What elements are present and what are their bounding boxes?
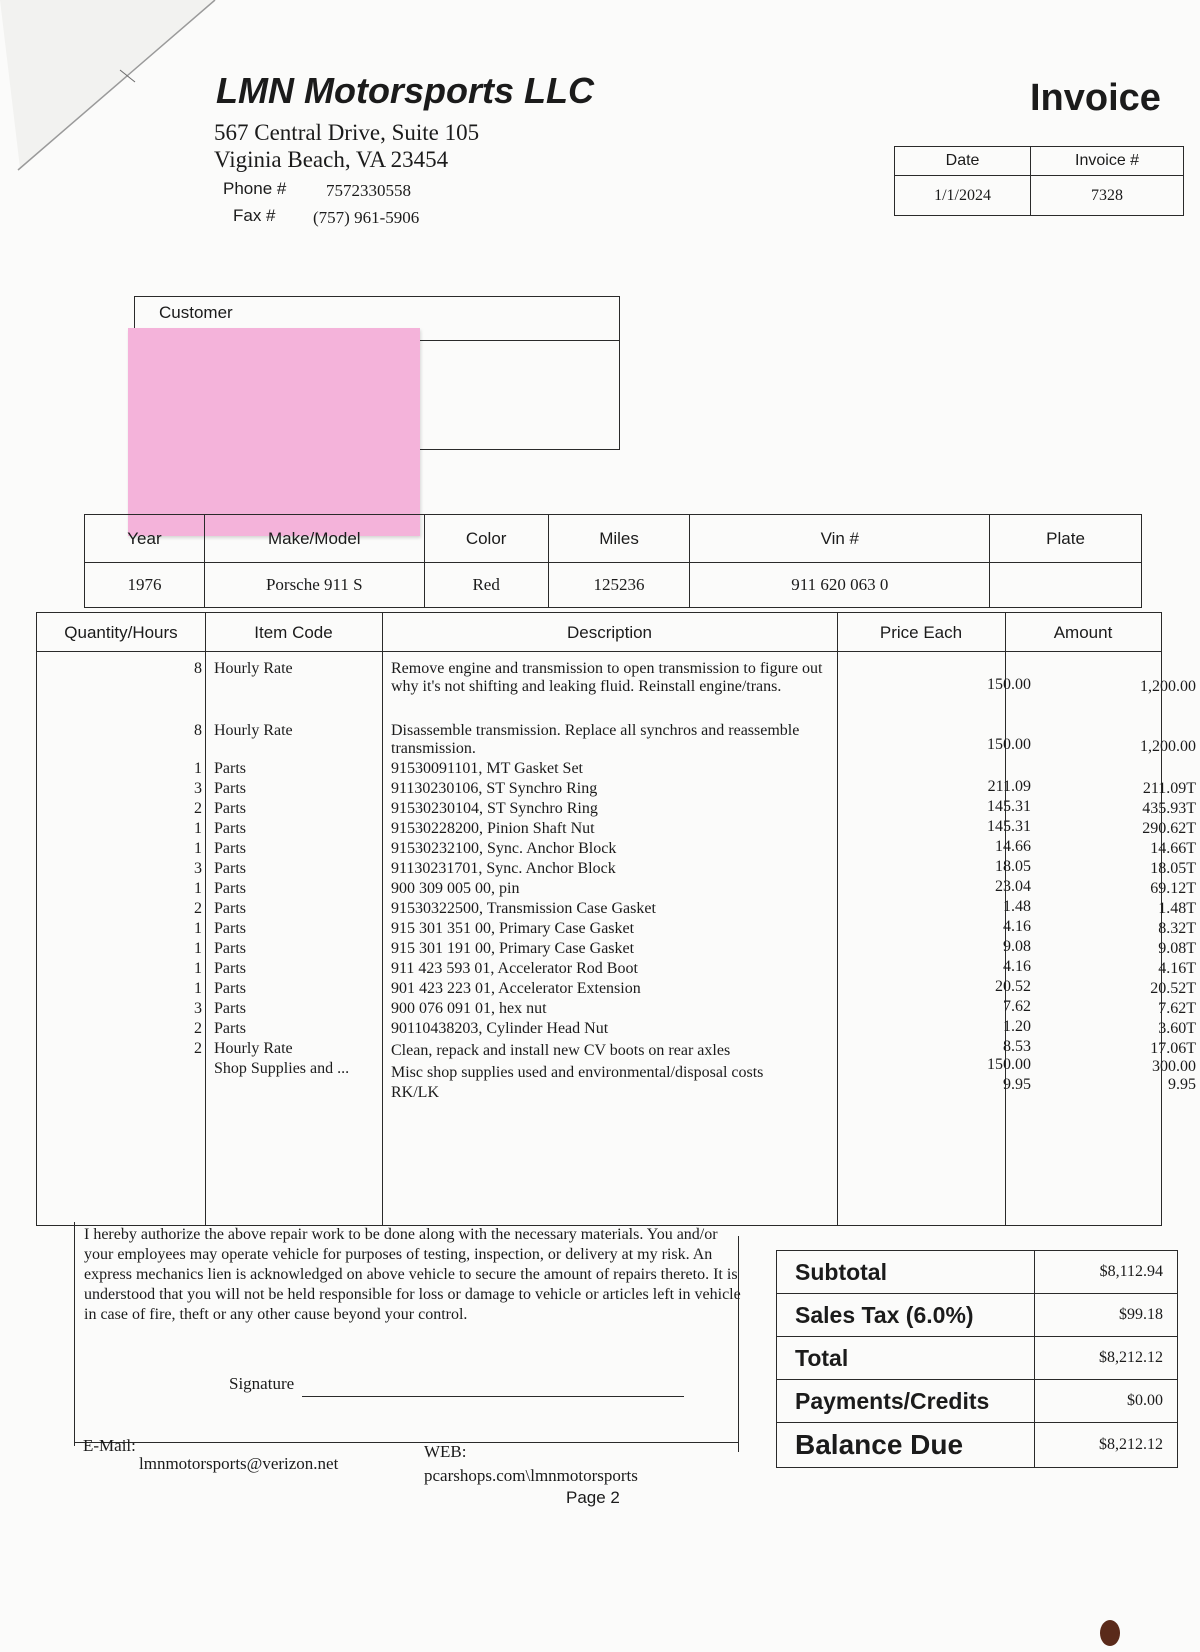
subtotal-label: Subtotal	[777, 1251, 1035, 1294]
sales-tax-value: $99.18	[1035, 1294, 1178, 1337]
row-qty: 3	[194, 860, 202, 877]
fax-label: Fax #	[233, 206, 276, 225]
row-price: 211.09	[987, 778, 1031, 795]
row-item-code: Hourly Rate	[214, 660, 293, 677]
balance-due-value: $8,212.12	[1035, 1423, 1178, 1468]
row-description: 91530232100, Sync. Anchor Block	[391, 840, 617, 857]
row-qty: 8	[194, 722, 202, 739]
vehicle-year: 1976	[85, 563, 205, 608]
row-item-code: Parts	[214, 920, 246, 937]
row-item-code: Parts	[214, 1020, 246, 1037]
row-price: 1.20	[1003, 1018, 1031, 1035]
row-item-code: Parts	[214, 960, 246, 977]
row-qty: 1	[194, 960, 202, 977]
phone-label: Phone #	[223, 179, 287, 198]
row-price: 8.53	[1003, 1038, 1031, 1055]
row-qty: 2	[194, 1040, 202, 1057]
row-description: 900 309 005 00, pin	[391, 880, 520, 897]
row-amount: 18.05T	[1150, 860, 1196, 877]
row-item-code: Hourly Rate	[214, 722, 293, 739]
invoice-number-label: Invoice #	[1031, 147, 1184, 176]
row-qty: 1	[194, 920, 202, 937]
row-qty: 1	[194, 980, 202, 997]
row-item-code: Parts	[214, 1000, 246, 1017]
row-description: 91130230106, ST Synchro Ring	[391, 780, 598, 797]
row-item-code: Shop Supplies and ...	[214, 1060, 350, 1077]
row-item-code: Parts	[214, 840, 246, 857]
authorization-border	[74, 1222, 75, 1446]
header-divider	[37, 651, 1161, 652]
vehicle-make-header: Make/Model	[204, 515, 424, 563]
payments-value: $0.00	[1035, 1380, 1178, 1423]
row-item-code: Parts	[214, 820, 246, 837]
row-description: 91530091101, MT Gasket Set	[391, 760, 583, 777]
row-price: 14.66	[995, 838, 1031, 855]
row-price: 9.95	[1003, 1076, 1031, 1093]
total-value: $8,212.12	[1035, 1337, 1178, 1380]
vehicle-miles: 125236	[548, 563, 690, 608]
row-description: 91130231701, Sync. Anchor Block	[391, 860, 616, 877]
column-divider	[837, 613, 838, 1225]
row-description: 91530228200, Pinion Shaft Nut	[391, 820, 595, 837]
description-header: Description	[566, 623, 653, 642]
row-amount: 9.08T	[1158, 940, 1196, 957]
date-label: Date	[895, 147, 1031, 176]
row-amount: 8.32T	[1158, 920, 1196, 937]
row-item-code: Hourly Rate	[214, 1040, 293, 1057]
row-price: 7.62	[1003, 998, 1031, 1015]
row-qty: 3	[194, 1000, 202, 1017]
amount-header: Amount	[1053, 623, 1113, 642]
row-item-code: Parts	[214, 760, 246, 777]
row-amount: 7.62T	[1158, 1000, 1196, 1017]
vehicle-vin: 911 620 063 0	[690, 563, 990, 608]
vehicle-vin-header: Vin #	[690, 515, 990, 563]
row-qty: 8	[194, 660, 202, 677]
row-amount: 1,200.00	[1140, 738, 1196, 755]
row-qty: 1	[194, 880, 202, 897]
row-description: 911 423 593 01, Accelerator Rod Boot	[391, 960, 638, 977]
email-label: E-Mail:	[83, 1436, 136, 1455]
company-address-line2: Viginia Beach, VA 23454	[214, 147, 449, 172]
page-number: Page 2	[566, 1488, 620, 1507]
row-description: Misc shop supplies used and environmental/disposal costs	[391, 1064, 764, 1081]
row-price: 150.00	[987, 1056, 1031, 1073]
row-amount: 1.48T	[1158, 900, 1196, 917]
row-qty: 1	[194, 840, 202, 857]
invoice-meta-table	[894, 146, 1184, 216]
row-item-code: Parts	[214, 780, 246, 797]
vehicle-miles-header: Miles	[548, 515, 690, 563]
row-amount: 69.12T	[1150, 880, 1196, 897]
row-price: 150.00	[987, 736, 1031, 753]
vehicle-color-header: Color	[424, 515, 548, 563]
vehicle-year-header: Year	[85, 515, 205, 563]
row-amount: 300.00	[1152, 1058, 1196, 1075]
web-address: pcarshops.com\lmnmotorsports	[424, 1466, 638, 1485]
row-price: 145.31	[987, 818, 1031, 835]
row-amount: 435.93T	[1142, 800, 1196, 817]
row-item-code: Parts	[214, 940, 246, 957]
row-price: 150.00	[987, 676, 1031, 693]
row-qty: 2	[194, 900, 202, 917]
row-description: 915 301 191 00, Primary Case Gasket	[391, 940, 635, 957]
authorization-text: I hereby authorize the above repair work to be done along with the necessary materials. You and/or your employees may operate vehicle for purposes of testing, inspection, or delivery at my risk. An express mechanics lien is acknowledged on above vehicle to secure the amount of repairs thereto. It is understood that you will not be held responsible for loss or damage to vehicle or articles left in vehicle in case of fire, theft or any other cause beyond your control.	[84, 1226, 741, 1323]
row-price: 20.52	[995, 978, 1031, 995]
row-description: Remove engine and transmission to open transmission to figure out why it's not shifting and leaking fluid. Reinstall engine/trans.	[391, 660, 823, 695]
row-description: 90110438203, Cylinder Head Nut	[391, 1020, 609, 1037]
column-divider	[205, 613, 206, 1225]
invoice-date: 1/1/2024	[895, 176, 1031, 216]
subtotal-value: $8,112.94	[1035, 1251, 1178, 1294]
document-title: Invoice	[1030, 77, 1161, 119]
row-price: 23.04	[995, 878, 1031, 895]
qty-header: Quantity/Hours	[64, 623, 178, 642]
row-price: 1.48	[1003, 898, 1031, 915]
total-label: Total	[777, 1337, 1035, 1380]
row-amount: 1,200.00	[1140, 678, 1196, 695]
row-description: 91530322500, Transmission Case Gasket	[391, 900, 656, 917]
row-qty: 1	[194, 760, 202, 777]
email-address: lmnmotorsports@verizon.net	[139, 1454, 339, 1473]
row-amount: 14.66T	[1150, 840, 1196, 857]
vehicle-make-model: Porsche 911 S	[204, 563, 424, 608]
payments-label: Payments/Credits	[777, 1380, 1035, 1423]
row-amount: 211.09T	[1142, 780, 1196, 797]
row-price: 4.16	[1003, 958, 1031, 975]
redaction-sticky-note	[128, 328, 420, 536]
ink-stain-decoration	[1100, 1620, 1120, 1646]
balance-due-label: Balance Due	[777, 1423, 1035, 1468]
row-item-code: Parts	[214, 980, 246, 997]
signature-line	[302, 1396, 684, 1397]
row-qty: 1	[194, 940, 202, 957]
row-item-code: Parts	[214, 900, 246, 917]
row-description: 91530230104, ST Synchro Ring	[391, 800, 598, 817]
row-amount: 3.60T	[1158, 1020, 1196, 1037]
invoice-number: 7328	[1031, 176, 1184, 216]
company-name: LMN Motorsports LLC	[216, 70, 594, 111]
row-price: 4.16	[1003, 918, 1031, 935]
row-amount: 9.95	[1168, 1076, 1196, 1093]
vehicle-plate	[990, 563, 1142, 608]
row-price: 18.05	[995, 858, 1031, 875]
folded-corner-decoration	[0, 0, 230, 180]
vehicle-plate-header: Plate	[990, 515, 1142, 563]
row-description: RK/LK	[391, 1084, 439, 1101]
row-qty: 1	[194, 820, 202, 837]
row-item-code: Parts	[214, 880, 246, 897]
price-each-header: Price Each	[879, 623, 963, 642]
authorization-border	[74, 1442, 738, 1443]
item-code-header: Item Code	[254, 623, 333, 642]
row-item-code: Parts	[214, 860, 246, 877]
row-price: 145.31	[987, 798, 1031, 815]
phone-number: 7572330558	[326, 181, 411, 200]
row-price: 9.08	[1003, 938, 1031, 955]
row-qty: 2	[194, 1020, 202, 1037]
column-divider	[382, 613, 383, 1225]
vehicle-table	[84, 514, 1142, 608]
web-label: WEB:	[424, 1442, 467, 1461]
row-item-code: Parts	[214, 800, 246, 817]
totals-border	[738, 1236, 739, 1452]
row-description: 915 301 351 00, Primary Case Gasket	[391, 920, 635, 937]
row-amount: 290.62T	[1142, 820, 1196, 837]
row-description: Clean, repack and install new CV boots on rear axles	[391, 1042, 731, 1059]
signature-label: Signature	[229, 1374, 295, 1393]
company-address-line1: 567 Central Drive, Suite 105	[214, 120, 480, 145]
customer-label: Customer	[159, 303, 233, 322]
totals-table	[776, 1250, 1178, 1468]
row-amount: 4.16T	[1158, 960, 1196, 977]
sales-tax-label: Sales Tax (6.0%)	[777, 1294, 1035, 1337]
row-amount: 17.06T	[1150, 1040, 1196, 1057]
fax-number: (757) 961-5906	[313, 208, 420, 227]
row-qty: 2	[194, 800, 202, 817]
row-description: 900 076 091 01, hex nut	[391, 1000, 547, 1017]
row-description: 901 423 223 01, Accelerator Extension	[391, 980, 641, 997]
row-amount: 20.52T	[1150, 980, 1196, 997]
row-description: Disassemble transmission. Replace all synchros and reassemble transmission.	[391, 722, 800, 757]
vehicle-color: Red	[424, 563, 548, 608]
row-qty: 3	[194, 780, 202, 797]
